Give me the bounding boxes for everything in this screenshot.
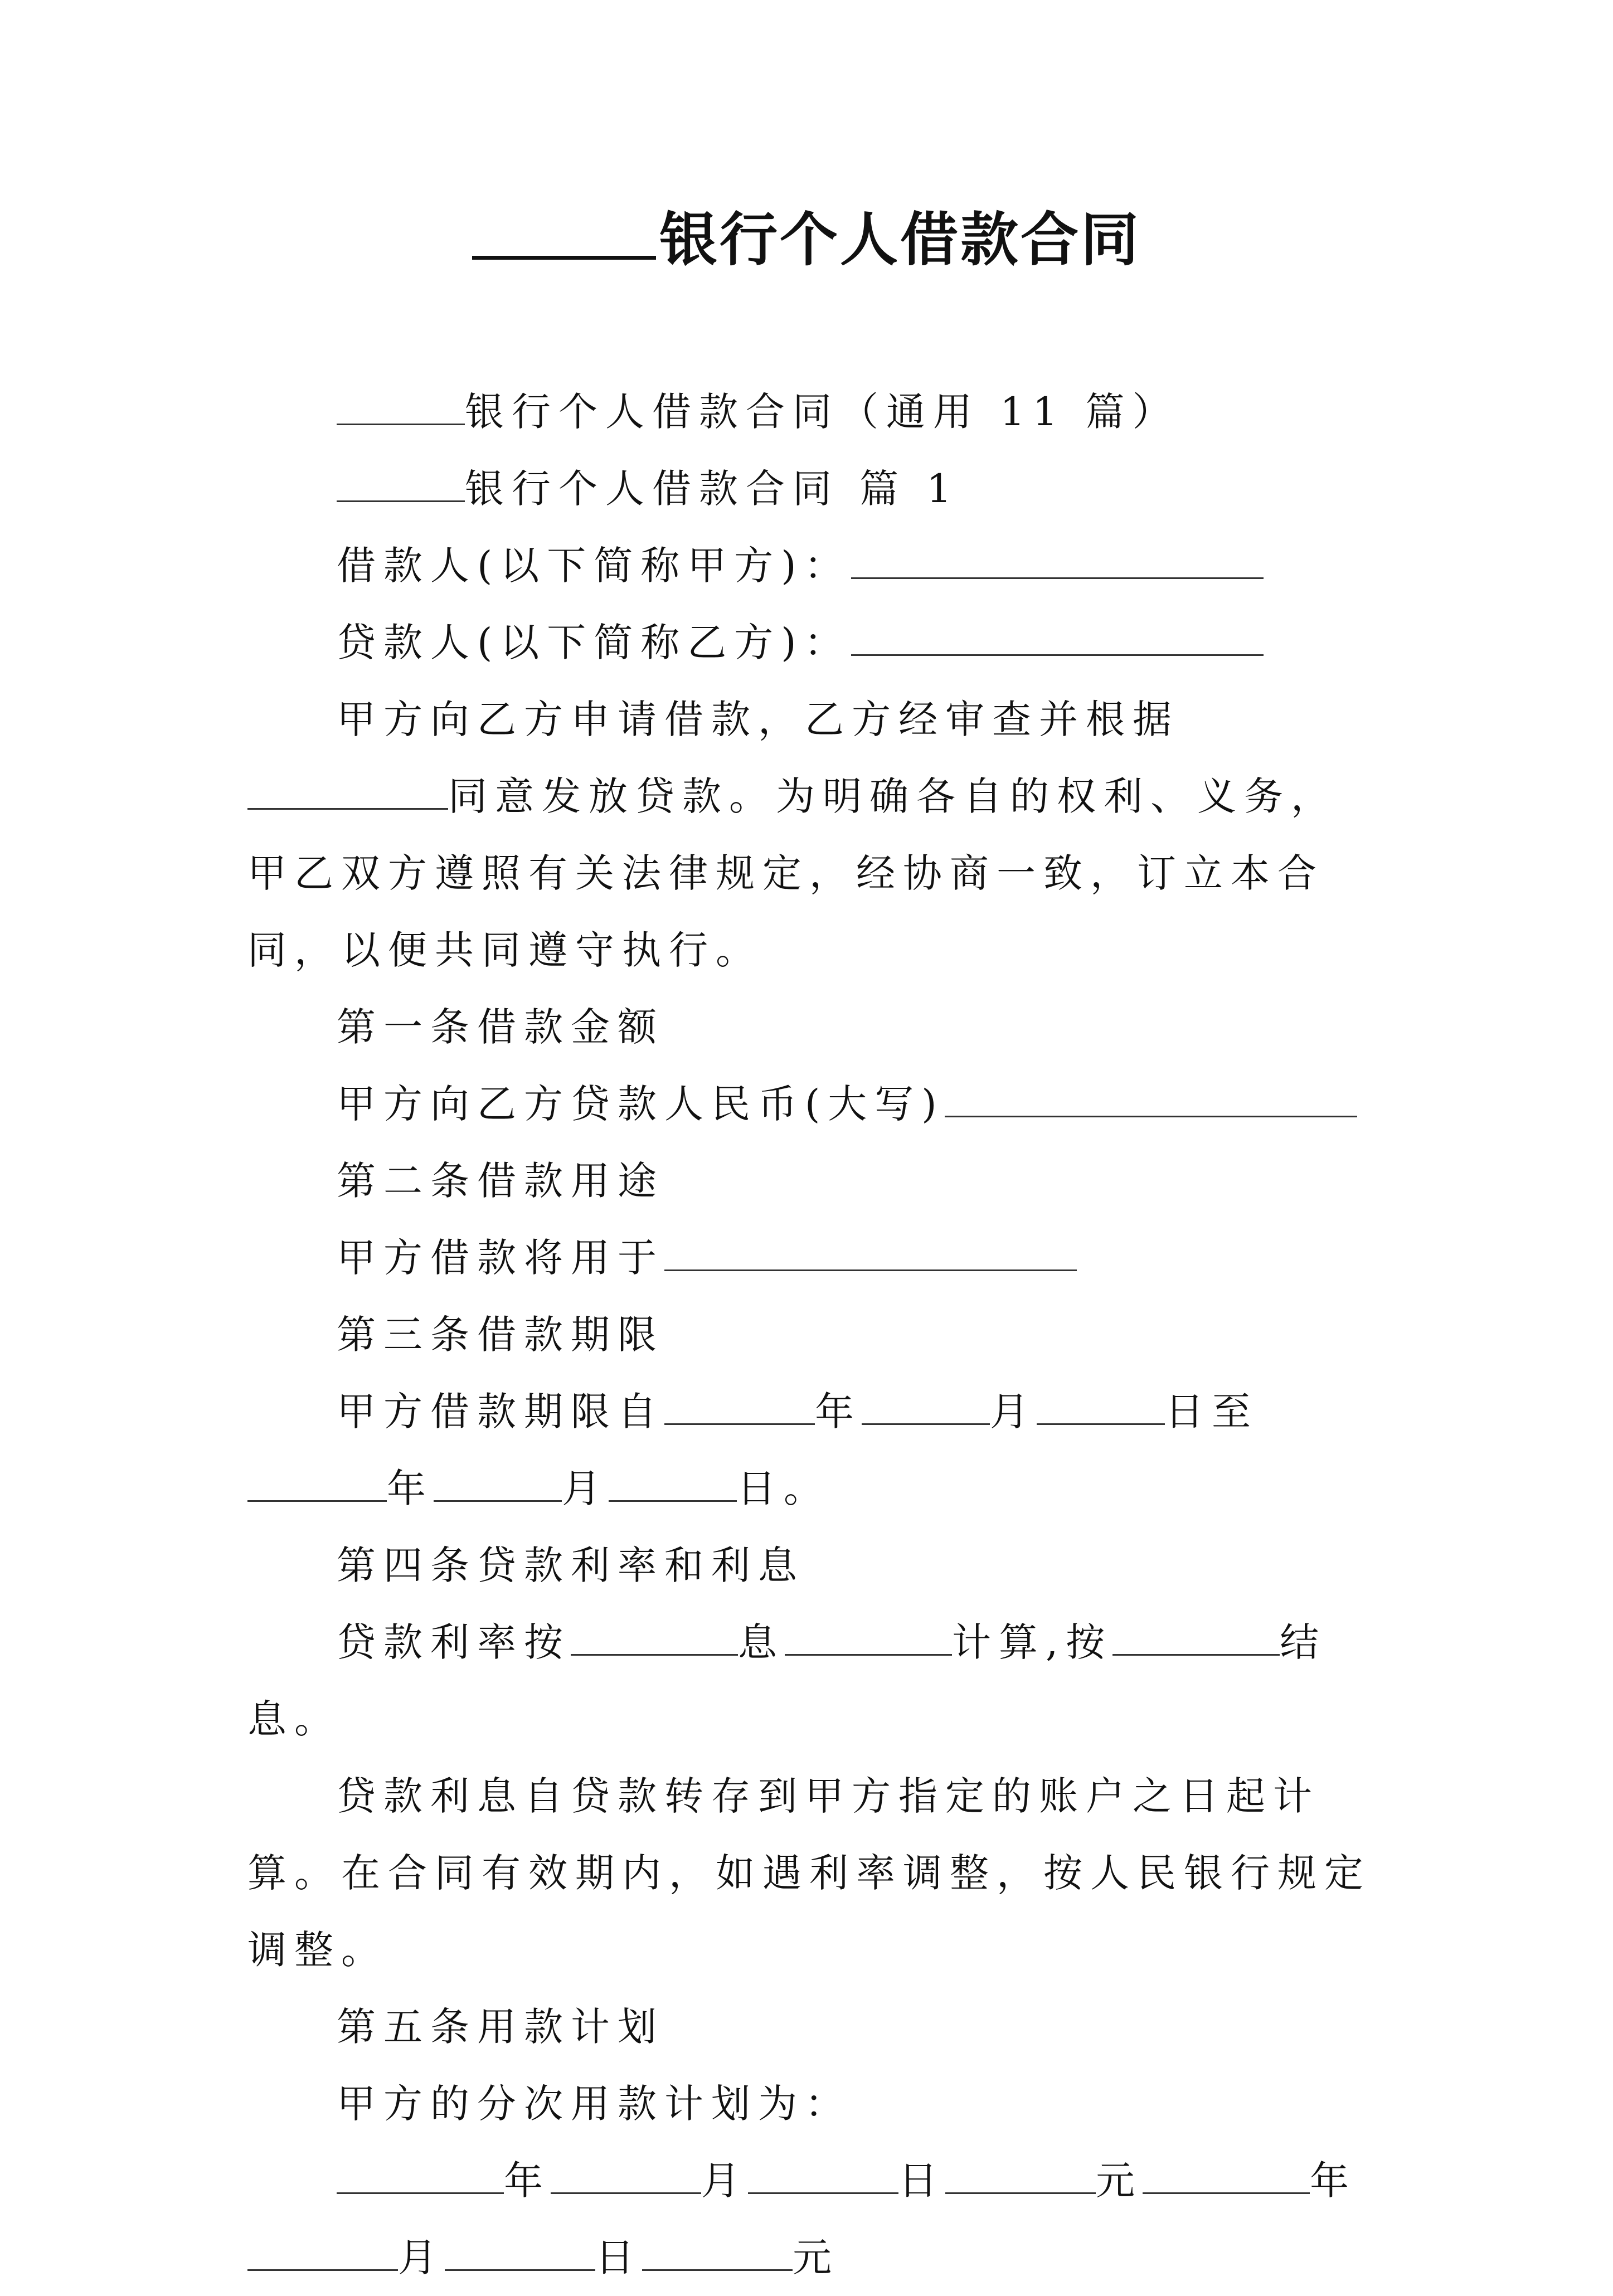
contract-body [247,373,1373,2296]
article4-paragraph: 贷款利息自贷款转存到甲方指定的账户之日起计算。在合同有效期内，如遇利率调整，按人民银行规定调整。 [247,1773,1371,1973]
document-title [0,198,1613,281]
unit-month: 月 [990,1389,1037,1434]
article3-title: 第三条借款期限 [337,1312,664,1358]
title-text: 银行个人借款合同 [659,206,1141,274]
borrower-label: 借款人(以下简称甲方)： [337,543,851,588]
article1-line [247,1066,1373,1142]
payment-plan-line [247,2142,1373,2296]
section-heading-text: 银行个人借款合同 篇 1 [465,466,960,512]
amount-blank [945,1084,1357,1117]
lender-label: 贷款人(以下简称乙方)： [337,620,851,665]
bank-name-blank [472,200,656,260]
unit-year: 年 [1310,2158,1357,2203]
blank-field [664,1392,815,1425]
unit-month: 月 [562,1466,609,1511]
blank-field [571,1623,738,1656]
blank-field [748,2161,898,2194]
article5-line [247,2065,1373,2142]
article5-text: 甲方的分次用款计划为： [337,2081,852,2127]
subtitle-line [247,373,1373,450]
blank-field [337,2161,504,2194]
blank-field [337,469,465,502]
unit-day-to: 日至 [1165,1389,1259,1434]
blank-field [337,392,465,425]
article4-text-a: 贷款利率按 [337,1619,571,1665]
intro-text-2: 同意发放贷款。为明确各自的权利、义务，甲乙双方遵照有关法律规定，经协商一致，订立本合同，以便共同遵守执行。 [247,774,1338,973]
unit-day: 日 [595,2235,642,2280]
lender-blank [851,623,1264,656]
unit-day-end: 日。 [737,1466,830,1511]
unit-yuan: 元 [1096,2158,1143,2203]
article4-text-d: 结息。 [247,1619,1327,1742]
unit-month: 月 [701,2158,748,2203]
article1-text: 甲方向乙方贷款人民币(大写) [337,1081,945,1127]
article2-text: 甲方借款将用于 [337,1235,664,1281]
lender-line [247,604,1373,681]
unit-year: 年 [815,1389,862,1434]
article4-text-c: 计算,按 [952,1619,1113,1665]
article1-title: 第一条借款金额 [337,1004,664,1050]
borrower-line [247,527,1373,604]
unit-yuan: 元 [793,2235,839,2280]
blank-field [1112,1623,1280,1656]
article3-prefix: 甲方借款期限自 [337,1389,664,1434]
article4-title: 第四条贷款利率和利息 [337,1543,805,1588]
section-heading [247,450,1373,527]
blank-field [445,2238,595,2271]
article3-line [247,1373,1373,1527]
blank-field [1037,1392,1165,1425]
intro-paragraph [247,681,1373,989]
blank-field [1143,2161,1310,2194]
blank-field [609,1469,737,1502]
purpose-blank [664,1238,1077,1271]
unit-month: 月 [398,2235,445,2280]
article5-title: 第五条用款计划 [337,2004,664,2050]
basis-blank [247,777,448,810]
blank-field [862,1392,990,1425]
unit-year: 年 [387,1466,434,1511]
blank-field [434,1469,562,1502]
blank-field [247,1469,387,1502]
blank-field [642,2238,793,2271]
article2-line [247,1219,1373,1296]
subtitle-text: 银行个人借款合同（通用 11 篇） [465,389,1179,435]
article4-text-b: 息 [738,1619,785,1665]
blank-field [551,2161,701,2194]
unit-day: 日 [898,2158,945,2203]
intro-text-1: 甲方向乙方申请借款，乙方经审查并根据 [337,697,1179,742]
blank-field [247,2238,398,2271]
blank-field [945,2161,1096,2194]
article2-title: 第二条借款用途 [337,1158,664,1204]
article4-line [247,1604,1373,1758]
blank-field [785,1623,952,1656]
borrower-blank [851,546,1264,579]
unit-year: 年 [504,2158,551,2203]
